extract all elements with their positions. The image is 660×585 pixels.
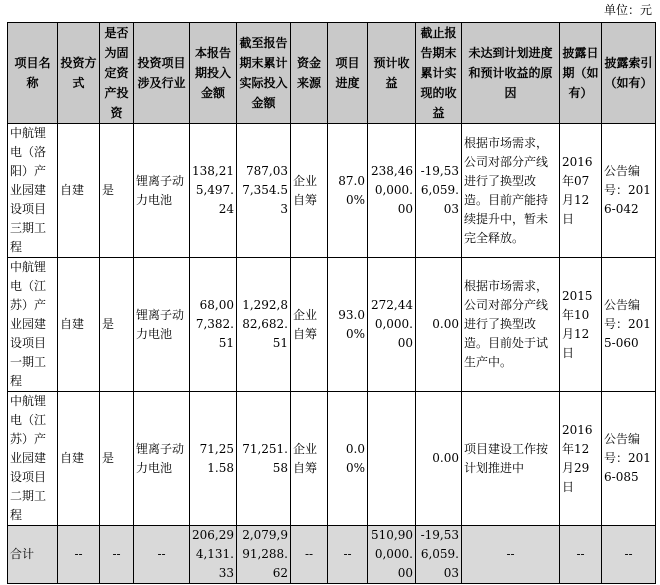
header-investment-method: 投资方式 [58, 23, 100, 124]
progress: 0.00% [328, 392, 368, 526]
header-cumulative: 截至报告期末累计实际投入金额 [237, 23, 291, 124]
table-row [8, 392, 656, 526]
header-disclosure-date: 披露日期（如有） [560, 23, 602, 124]
header-disclosure-index: 披露索引（如有） [602, 23, 656, 124]
industry: 锂离子动力电池 [134, 258, 190, 392]
table-row [8, 124, 656, 258]
header-project-name: 项目名称 [8, 23, 58, 124]
header-realized-return: 截止报告期末累计实现的收益 [416, 23, 462, 124]
total-industry: -- [134, 526, 190, 584]
current-amount: 138,215,497.24 [190, 124, 237, 258]
progress: 93.00% [328, 258, 368, 392]
total-expected-return: 510,900,000.00 [368, 526, 416, 584]
expected-return [368, 392, 416, 526]
fixed-asset: 是 [100, 258, 134, 392]
expected-return: 238,460,000.00 [368, 124, 416, 258]
header-expected-return: 预计收益 [368, 23, 416, 124]
fixed-asset: 是 [100, 392, 134, 526]
disclosure-index: 公告编号：2015-060 [602, 258, 656, 392]
cumulative-amount: 71,251.58 [237, 392, 291, 526]
disclosure-date: 2016年07月12日 [560, 124, 602, 258]
fund-source: 企业自筹 [291, 124, 328, 258]
cumulative-amount: 787,037,354.53 [237, 124, 291, 258]
total-cumulative-amount: 2,079,991,288.62 [237, 526, 291, 584]
disclosure-index: 公告编号：2016-085 [602, 392, 656, 526]
header-fund-source: 资金来源 [291, 23, 328, 124]
project-name: 中航锂电（洛阳）产业园建设项目三期工程 [8, 124, 58, 258]
investment-projects-table [7, 22, 656, 584]
industry: 锂离子动力电池 [134, 124, 190, 258]
fixed-asset: 是 [100, 124, 134, 258]
total-index: -- [602, 526, 656, 584]
total-label: 合计 [8, 526, 58, 584]
reason: 根据市场需求，公司对部分产线进行了换型改造。目前处于试生产中。 [462, 258, 560, 392]
fund-source: 企业自筹 [291, 258, 328, 392]
realized-return: -19,536,059.03 [416, 124, 462, 258]
realized-return: 0.00 [416, 392, 462, 526]
investment-method: 自建 [58, 124, 100, 258]
total-row [8, 526, 656, 584]
current-amount: 71,251.58 [190, 392, 237, 526]
realized-return: 0.00 [416, 258, 462, 392]
reason: 根据市场需求，公司对部分产线进行了换型改造。目前产能持续提升中，暂未完全释放。 [462, 124, 560, 258]
fund-source: 企业自筹 [291, 392, 328, 526]
disclosure-date: 2015年10月12日 [560, 258, 602, 392]
header-industry: 投资项目涉及行业 [134, 23, 190, 124]
table-row [8, 258, 656, 392]
header-reason: 未达到计划进度和预计收益的原因 [462, 23, 560, 124]
total-method: -- [58, 526, 100, 584]
total-realized-return: -19,536,059.03 [416, 526, 462, 584]
table-header-row [8, 23, 656, 124]
project-name: 中航锂电（江苏）产业园建设项目二期工程 [8, 392, 58, 526]
reason: 项目建设工作按计划推进中 [462, 392, 560, 526]
investment-method: 自建 [58, 258, 100, 392]
disclosure-index: 公告编号：2016-042 [602, 124, 656, 258]
total-source: -- [291, 526, 328, 584]
total-progress: -- [328, 526, 368, 584]
investment-method: 自建 [58, 392, 100, 526]
cumulative-amount: 1,292,882,682.51 [237, 258, 291, 392]
total-current-amount: 206,294,131.33 [190, 526, 237, 584]
total-fixed: -- [100, 526, 134, 584]
industry: 锂离子动力电池 [134, 392, 190, 526]
header-fixed-asset: 是否为固定资产投资 [100, 23, 134, 124]
current-amount: 68,007,382.51 [190, 258, 237, 392]
total-reason: -- [462, 526, 560, 584]
disclosure-date: 2016年12月29日 [560, 392, 602, 526]
header-progress: 项目进度 [328, 23, 368, 124]
expected-return: 272,440,000.00 [368, 258, 416, 392]
total-date: -- [560, 526, 602, 584]
progress: 87.00% [328, 124, 368, 258]
unit-label: 单位：元 [603, 3, 652, 17]
project-name: 中航锂电（江苏）产业园建设项目一期工程 [8, 258, 58, 392]
header-current-period: 本报告期投入金额 [190, 23, 237, 124]
